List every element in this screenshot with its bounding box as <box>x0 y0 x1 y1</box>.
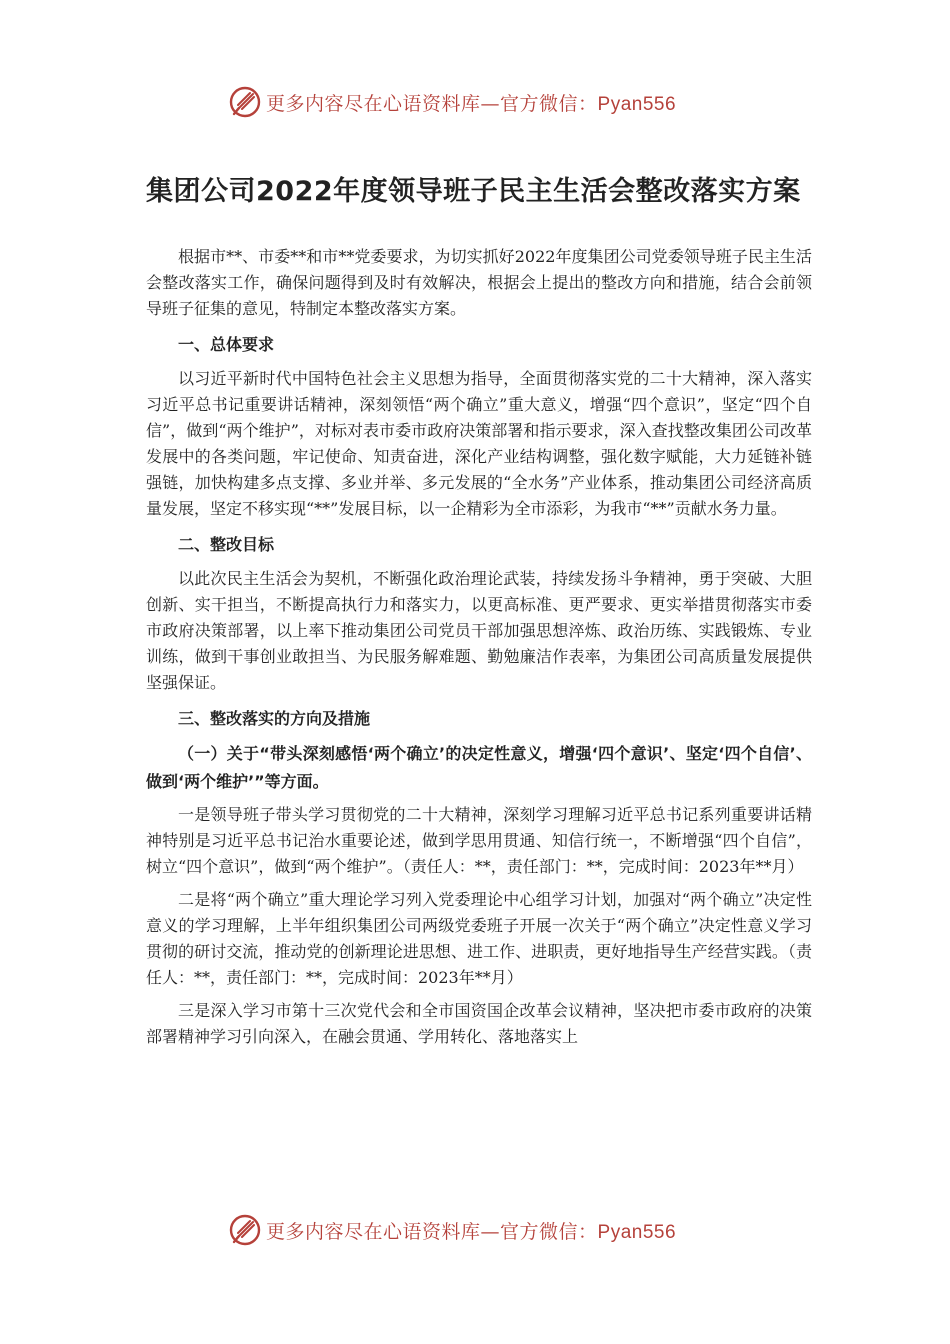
measure-item-2: 二是将“两个确立”重大理论学习列入党委理论中心组学习计划，加强对“两个确立”决定性意义的学习理解，上半年组织集团公司两级党委班子开展一次关于“两个确立”决定性意义学习贯彻的研讨交流，推动党的创新理论进思想、进工作、进职责，更好地指导生产经营实践。（责任人：**，责任部门：**，完成时间：2023年**月） <box>146 890 812 987</box>
measure-item-1: 一是领导班子带头学习贯彻党的二十大精神，深刻学习理解习近平总书记系列重要讲话精神特别是习近平总书记治水重要论述，做到学思用贯通、知信行统一，不断增强“四个自信”，树立“四个意识”，做到“两个维护”。（责任人：**，责任部门：**，完成时间：2023年**月） <box>146 805 812 876</box>
rectification-goals-paragraph: 以此次民主生活会为契机，不断强化政治理论武装，持续发扬斗争精神，勇于突破、大胆创新、实干担当，不断提高执行力和落实力，以更高标准、更严要求、更实举措贯彻落实市委市政府决策部署，以上率下推动集团公司党员干部加强思想淬炼、政治历练、实践锻炼、专业训练，做到干事创业敢担当、为民服务解难题、勤勉廉洁作表率，为集团公司高质量发展提供坚强保证。 <box>146 569 812 692</box>
section-heading-rectification-goals: 二、整改目标 <box>178 535 275 554</box>
header-banner <box>228 82 728 122</box>
intro-paragraph: 根据市**、市委**和市**党委要求，为切实抓好2022年度集团公司党委领导班子民主生活会整改落实工作，确保问题得到及时有效解决，根据会上提出的整改方向和措施，结合会前领导班子征集的意见，特制定本整改落实方案。 <box>146 247 812 318</box>
document-title: 集团公司2022年度领导班子民主生活会整改落实方案 <box>146 176 801 207</box>
section-heading-general-requirements: 一、总体要求 <box>178 335 275 354</box>
document-content <box>146 170 812 1057</box>
banner-text: 更多内容尽在心语资料库—官方微信：Pyan556 <box>266 1220 677 1243</box>
wechat-id: Pyan556 <box>597 1221 677 1243</box>
subsection-heading-1: （一）关于“带头深刻感悟‘两个确立’的决定性意义，增强‘四个意识’、坚定‘四个自信’、做到‘两个维护’”等方面。 <box>146 744 812 791</box>
quill-seal-logo-icon <box>228 85 262 119</box>
section-heading-directions-measures: 三、整改落实的方向及措施 <box>178 709 371 728</box>
wechat-id: Pyan556 <box>597 93 677 115</box>
document-body <box>146 244 812 1050</box>
measure-item-3: 三是深入学习市第十三次党代会和全市国资国企改革会议精神，坚决把市委市政府的决策部署精神学习引向深入，在融会贯通、学用转化、落地落实上 <box>146 1001 812 1046</box>
general-requirements-paragraph: 以习近平新时代中国特色社会主义思想为指导，全面贯彻落实党的二十大精神，深入落实习近平总书记重要讲话精神，深刻领悟“两个确立”重大意义，增强“四个意识”，坚定“四个自信”，做到“两个维护”，对标对表市委市政府决策部署和指示要求，深入查找整改集团公司改革发展中的各类问题，牢记使命、知责奋进，深化产业结构调整，强化数字赋能，大力延链补链强链，加快构建多点支撑、多业并举、多元发展的“全水务”产业体系，推动集团公司经济高质量发展，坚定不移实现“**”发展目标，以一企精彩为全市添彩，为我市“**”贡献水务力量。 <box>146 369 812 518</box>
footer-banner <box>228 1210 728 1250</box>
banner-text: 更多内容尽在心语资料库—官方微信：Pyan556 <box>266 92 677 115</box>
quill-seal-logo-icon <box>228 1213 262 1247</box>
